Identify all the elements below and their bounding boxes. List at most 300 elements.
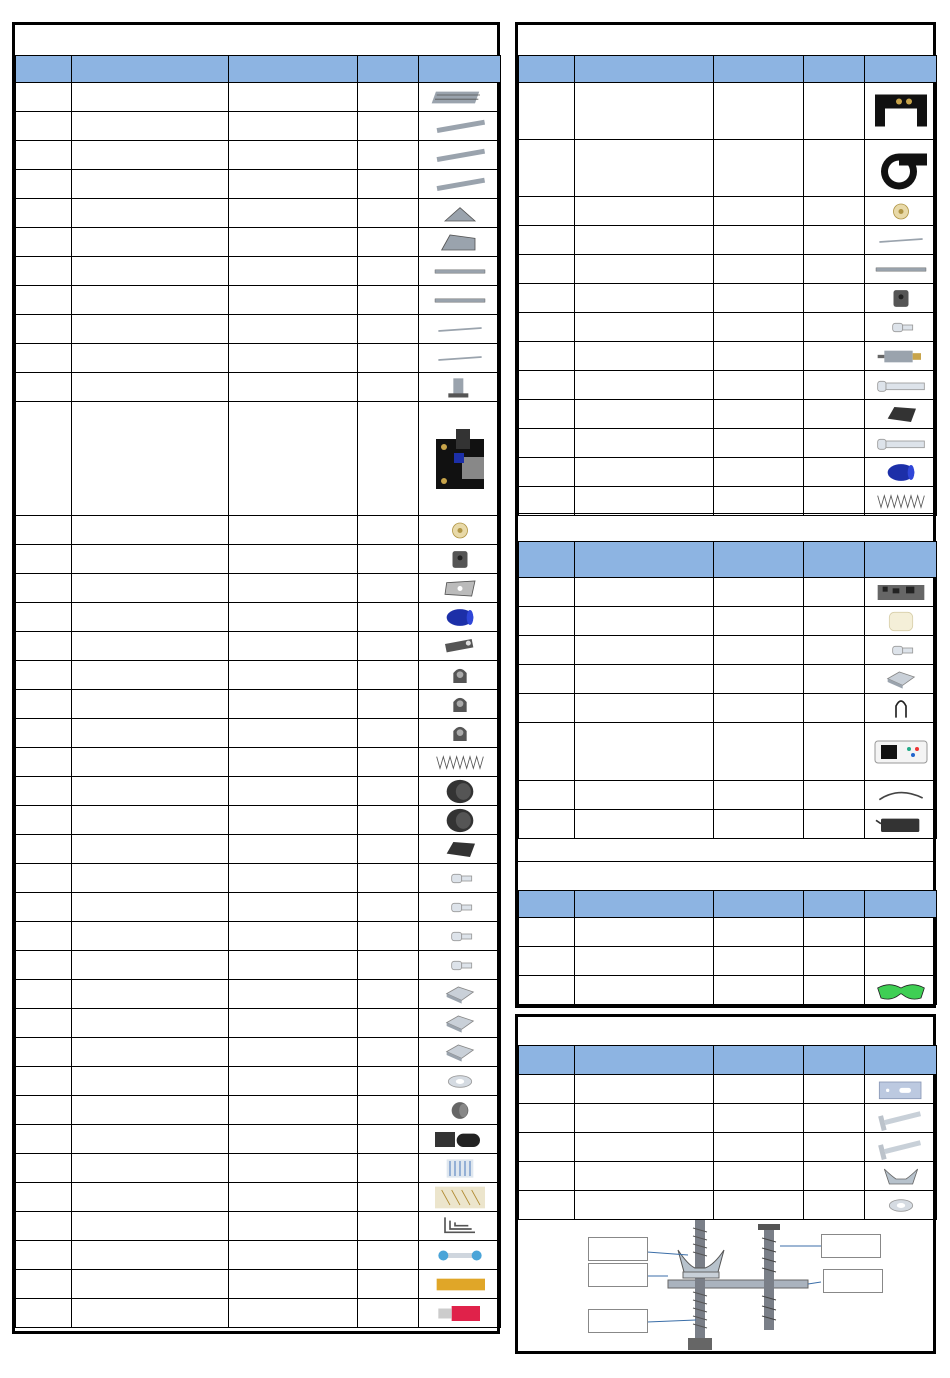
right-table-4-header-cell [519, 1046, 575, 1075]
right-table-1-cell [519, 284, 575, 313]
left-table-cell [72, 373, 229, 402]
right-table-4-cell [804, 1075, 865, 1104]
right-table-1-cell [714, 400, 804, 429]
right-table-1-cell [575, 313, 714, 342]
right-table-4-image-cell [865, 1162, 937, 1191]
long-screw-icon [869, 431, 933, 456]
left-table-cell [16, 257, 72, 286]
left-table-cell [72, 286, 229, 315]
right-table-4-cell [714, 1191, 804, 1220]
right-table-1-cell [714, 226, 804, 255]
motor-mount-icon [869, 85, 933, 138]
right-table-3-cell [714, 918, 804, 947]
left-table-row [16, 951, 501, 980]
right-table-1-cell [714, 429, 804, 458]
knob-icon [428, 779, 492, 804]
right-table-1-header-cell [804, 56, 865, 83]
coupling-icon [869, 460, 933, 485]
left-parts-table [15, 55, 501, 1328]
bearing-block-icon [428, 663, 492, 688]
right-table-2-cell [804, 723, 865, 781]
right-table-1-cell [714, 284, 804, 313]
slide-block-icon [869, 286, 933, 311]
left-table-cell [72, 777, 229, 806]
right-table-1-cell [714, 255, 804, 284]
left-table-cell [16, 951, 72, 980]
left-table-cell [358, 1009, 419, 1038]
left-table-cell [358, 257, 419, 286]
left-table-header-cell [358, 56, 419, 83]
right-table-3-row [519, 947, 937, 976]
bearing-block-icon [428, 692, 492, 717]
left-table-cell [16, 1154, 72, 1183]
left-table-row [16, 315, 501, 344]
left-table-image-cell [419, 893, 501, 922]
coupling-icon [428, 605, 492, 630]
left-table-cell [16, 574, 72, 603]
right-table-2-image-cell [865, 665, 937, 694]
left-table-cell [72, 170, 229, 199]
left-table-cell [16, 1299, 72, 1328]
left-table-cell [229, 1125, 358, 1154]
left-table-cell [72, 257, 229, 286]
goggles-icon [869, 978, 933, 1003]
left-table-cell [358, 951, 419, 980]
right-table-2-cell [575, 694, 714, 723]
right-table-1-cell [804, 197, 865, 226]
left-table-cell [229, 1241, 358, 1270]
right-table-4-cell [804, 1133, 865, 1162]
right-table-2-cell [519, 723, 575, 781]
right-table-2-row [519, 607, 937, 636]
right-table-1-cell [804, 83, 865, 140]
right-table-2-cell [575, 636, 714, 665]
left-table-cell [229, 199, 358, 228]
slot-plate-icon [869, 1077, 933, 1102]
left-table-cell [16, 228, 72, 257]
left-table-cell [16, 1270, 72, 1299]
right-table-2-cell [714, 665, 804, 694]
left-table-row [16, 1067, 501, 1096]
left-table-cell [358, 373, 419, 402]
right-table-3-header-row [519, 891, 937, 918]
right-table-2-cell [519, 578, 575, 607]
right-table-1-cell [804, 458, 865, 487]
left-table-cell [358, 922, 419, 951]
usb-drive-icon [428, 1301, 492, 1326]
left-table-row [16, 1009, 501, 1038]
left-table-cell [16, 603, 72, 632]
right-table-1-cell [714, 313, 804, 342]
right-table-1-row [519, 197, 937, 226]
left-table-cell [229, 661, 358, 690]
cable-icon [869, 696, 933, 721]
left-table-cell [72, 1212, 229, 1241]
washer-icon [869, 1193, 933, 1218]
washer-icon [428, 1069, 492, 1094]
left-table-cell [72, 574, 229, 603]
right-table-1-row [519, 255, 937, 284]
left-table-cell [229, 1270, 358, 1299]
right-table-2-row [519, 723, 937, 781]
left-table-cell [358, 402, 419, 516]
left-table-cell [16, 315, 72, 344]
right-table-2-cell [804, 665, 865, 694]
right-parts-panel-b [515, 862, 936, 1008]
right-table-1-cell [714, 458, 804, 487]
left-table-cell [229, 980, 358, 1009]
left-table-image-cell [419, 806, 501, 835]
right-table-1-header-cell [714, 56, 804, 83]
left-table-cell [229, 864, 358, 893]
right-table-3-cell [519, 918, 575, 947]
right-table-1-cell [804, 400, 865, 429]
left-table-cell [358, 1212, 419, 1241]
knob-icon [428, 808, 492, 833]
right-table-4-cell [519, 1133, 575, 1162]
right-table-1-cell [575, 458, 714, 487]
left-table-cell [229, 344, 358, 373]
bearing-block-icon [428, 721, 492, 746]
left-table-image-cell [419, 777, 501, 806]
left-table-row [16, 373, 501, 402]
right-table-2-image-cell [865, 694, 937, 723]
right-table-2-cell [804, 578, 865, 607]
right-table-1-cell [804, 226, 865, 255]
left-table-image-cell [419, 1270, 501, 1299]
right-table-4-cell [575, 1133, 714, 1162]
left-table-image-cell [419, 83, 501, 112]
right-table-1-cell [575, 83, 714, 140]
left-table-header-cell [16, 56, 72, 83]
right-table-1-image-cell [865, 487, 937, 516]
left-table-cell [72, 1299, 229, 1328]
right-table-2-cell [804, 781, 865, 810]
right-table-1-cell [519, 400, 575, 429]
left-table-row [16, 980, 501, 1009]
right-table-3-header-cell [865, 891, 937, 918]
t-nut-icon [428, 1040, 492, 1065]
right-table-2-header-row [519, 542, 937, 578]
left-table-cell [229, 1067, 358, 1096]
right-table-4-header-cell [575, 1046, 714, 1075]
right-table-1-cell [519, 487, 575, 516]
left-table-cell [16, 170, 72, 199]
control-board-icon [869, 580, 933, 605]
right-table-2-header-cell [519, 542, 575, 578]
left-table-cell [72, 1125, 229, 1154]
left-table-row [16, 864, 501, 893]
aluminum-profile-icon [428, 143, 492, 168]
left-table-cell [229, 257, 358, 286]
left-table-cell [358, 1299, 419, 1328]
right-table-1-cell [519, 83, 575, 140]
right-table-4-cell [519, 1104, 575, 1133]
left-table-cell [16, 1096, 72, 1125]
right-table-2-image-cell [865, 578, 937, 607]
left-table-cell [229, 402, 358, 516]
left-table-row [16, 1270, 501, 1299]
left-table-image-cell [419, 141, 501, 170]
slide-block-icon [428, 547, 492, 572]
left-table-cell [72, 1270, 229, 1299]
left-table-cell [358, 228, 419, 257]
right-table-2-cell [575, 665, 714, 694]
right-table-2-cell [575, 810, 714, 839]
right-table-4-row [519, 1075, 937, 1104]
left-table-cell [72, 864, 229, 893]
right-table-1-cell [575, 284, 714, 313]
right-table-4-cell [575, 1104, 714, 1133]
right-table-1-cell [575, 371, 714, 400]
left-table-cell [229, 516, 358, 545]
right-table-4-cell [714, 1075, 804, 1104]
left-table-cell [229, 315, 358, 344]
right-table-1-row [519, 313, 937, 342]
left-table-image-cell [419, 344, 501, 373]
right-table-2-cell [714, 636, 804, 665]
left-table-cell [358, 112, 419, 141]
right-table-3-cell [804, 947, 865, 976]
left-table-image-cell [419, 951, 501, 980]
right-table-2-cell [804, 810, 865, 839]
left-table-cell [229, 1009, 358, 1038]
left-table-cell [16, 112, 72, 141]
right-table-1-row [519, 458, 937, 487]
right-table-3-image-cell [865, 947, 937, 976]
right-table-2-image-cell [865, 607, 937, 636]
left-table-cell [16, 690, 72, 719]
left-table-cell [358, 864, 419, 893]
left-table-cell [229, 1299, 358, 1328]
left-table-image-cell [419, 1038, 501, 1067]
left-table-cell [229, 1096, 358, 1125]
screw-icon [428, 924, 492, 949]
right-table-1-header-row [519, 56, 937, 83]
left-table-header-row [16, 56, 501, 83]
left-table-cell [229, 83, 358, 112]
left-table-cell [72, 199, 229, 228]
right-table-3-header-cell [519, 891, 575, 918]
left-table-cell [229, 373, 358, 402]
left-table-image-cell [419, 1241, 501, 1270]
left-table-cell [16, 893, 72, 922]
aluminum-profile-icon [428, 114, 492, 139]
right-table-1-cell [575, 400, 714, 429]
left-table-row [16, 199, 501, 228]
right-table-2-header-cell [865, 542, 937, 578]
right-table-1-image-cell [865, 342, 937, 371]
left-parts-panel [12, 22, 500, 1334]
right-table-4-cell [575, 1191, 714, 1220]
left-table-cell [229, 835, 358, 864]
left-table-row [16, 748, 501, 777]
left-table-cell [358, 315, 419, 344]
left-table-row [16, 690, 501, 719]
spindle-clamp-icon [869, 142, 933, 195]
left-table-image-cell [419, 835, 501, 864]
right-table-1-image-cell [865, 197, 937, 226]
left-table-cell [16, 835, 72, 864]
left-table-cell [16, 1212, 72, 1241]
left-table-cell [358, 574, 419, 603]
left-table-cell [229, 1038, 358, 1067]
right-table-1-cell [519, 458, 575, 487]
long-rod-icon [428, 259, 492, 284]
left-table-cell [16, 199, 72, 228]
right-table-1-image-cell [865, 400, 937, 429]
left-table-row [16, 893, 501, 922]
right-table-1-cell [804, 429, 865, 458]
callout-box-screw [821, 1234, 881, 1258]
right-table-1-row [519, 400, 937, 429]
left-table-cell [16, 344, 72, 373]
left-table-cell [16, 402, 72, 516]
angle-bracket-icon [428, 230, 492, 255]
right-table-3-row [519, 918, 937, 947]
right-table-4-image-cell [865, 1191, 937, 1220]
left-table-cell [358, 777, 419, 806]
left-table-image-cell [419, 719, 501, 748]
left-table-cell [16, 1125, 72, 1154]
right-table-3-cell [575, 918, 714, 947]
left-table-row [16, 257, 501, 286]
right-table-4-image-cell [865, 1075, 937, 1104]
right-table-3-cell [519, 976, 575, 1005]
left-table-image-cell [419, 661, 501, 690]
right-table-2-cell [575, 781, 714, 810]
left-table-cell [358, 199, 419, 228]
right-parts-table-2 [518, 541, 937, 839]
clamp-assembly-diagram [518, 1220, 933, 1352]
right-table-2-row [519, 665, 937, 694]
left-table-image-cell [419, 257, 501, 286]
left-table-cell [72, 835, 229, 864]
left-table-cell [72, 1038, 229, 1067]
right-table-3-cell [804, 918, 865, 947]
left-table-image-cell [419, 1125, 501, 1154]
right-table-1-header-cell [575, 56, 714, 83]
right-table-3-header-cell [575, 891, 714, 918]
left-table-row [16, 1299, 501, 1328]
left-table-cell [16, 286, 72, 315]
right-table-1-row [519, 284, 937, 313]
right-table-2-cell [714, 810, 804, 839]
right-table-1-cell [714, 197, 804, 226]
right-table-2-cell [714, 578, 804, 607]
left-table-cell [72, 545, 229, 574]
left-table-image-cell [419, 748, 501, 777]
right-table-1-cell [804, 487, 865, 516]
left-table-cell [72, 141, 229, 170]
left-table-cell [16, 1038, 72, 1067]
left-table-row [16, 1096, 501, 1125]
right-table-2-cell [519, 781, 575, 810]
left-table-row [16, 1212, 501, 1241]
right-title-bar-2 [518, 513, 933, 543]
right-table-1-cell [714, 342, 804, 371]
left-table-cell [358, 690, 419, 719]
right-table-4-image-cell [865, 1133, 937, 1162]
callout-box-bolt [588, 1309, 648, 1333]
right-table-1-image-cell [865, 371, 937, 400]
left-table-cell [72, 1183, 229, 1212]
left-table-image-cell [419, 690, 501, 719]
right-table-4-cell [714, 1104, 804, 1133]
left-table-cell [358, 516, 419, 545]
left-table-cell [72, 83, 229, 112]
left-table-header-cell [419, 56, 501, 83]
right-table-2-header-cell [714, 542, 804, 578]
right-table-1-cell [804, 313, 865, 342]
right-table-1-row [519, 83, 937, 140]
left-table-cell [229, 1154, 358, 1183]
right-hardware-panel [515, 1014, 936, 1354]
left-table-row [16, 141, 501, 170]
right-table-2-row [519, 781, 937, 810]
right-table-3-cell [575, 947, 714, 976]
left-table-cell [72, 1154, 229, 1183]
right-table-4-cell [804, 1104, 865, 1133]
left-table-cell [358, 1154, 419, 1183]
left-table-row [16, 922, 501, 951]
right-table-1-image-cell [865, 458, 937, 487]
left-table-cell [72, 1067, 229, 1096]
right-table-1-image-cell [865, 226, 937, 255]
right-table-1-cell [804, 284, 865, 313]
left-table-cell [358, 893, 419, 922]
left-table-cell [72, 228, 229, 257]
right-table-3-header-cell [714, 891, 804, 918]
right-table-4-cell [714, 1162, 804, 1191]
right-table-3-row [519, 976, 937, 1005]
thin-rod-icon [869, 228, 933, 253]
right-table-1-row [519, 342, 937, 371]
right-table-2-cell [575, 578, 714, 607]
left-table-cell [358, 632, 419, 661]
left-table-cell [16, 632, 72, 661]
left-table-image-cell [419, 1154, 501, 1183]
left-table-row [16, 574, 501, 603]
left-table-image-cell [419, 574, 501, 603]
right-table-2-cell [804, 636, 865, 665]
spacer-white-icon [869, 609, 933, 634]
right-table-3-image-cell [865, 918, 937, 947]
long-rod-icon [428, 288, 492, 313]
left-table-cell [358, 1038, 419, 1067]
left-table-cell [72, 922, 229, 951]
right-table-2-cell [714, 781, 804, 810]
right-table-1-cell [519, 140, 575, 197]
right-table-4-image-cell [865, 1104, 937, 1133]
right-table-4-row [519, 1191, 937, 1220]
left-table-row [16, 1038, 501, 1067]
right-table-4-cell [804, 1191, 865, 1220]
left-table-row [16, 632, 501, 661]
right-table-1-cell [804, 342, 865, 371]
right-table-1-image-cell [865, 284, 937, 313]
right-table-1-row [519, 429, 937, 458]
aluminum-plate-icon [428, 85, 492, 110]
right-table-4-cell [519, 1075, 575, 1104]
right-table-4-row [519, 1104, 937, 1133]
right-table-1-cell [575, 487, 714, 516]
right-table-3-cell [714, 947, 804, 976]
left-table-cell [72, 748, 229, 777]
motor-icon [869, 344, 933, 369]
left-table-cell [358, 141, 419, 170]
spacer-icon [428, 1098, 492, 1123]
